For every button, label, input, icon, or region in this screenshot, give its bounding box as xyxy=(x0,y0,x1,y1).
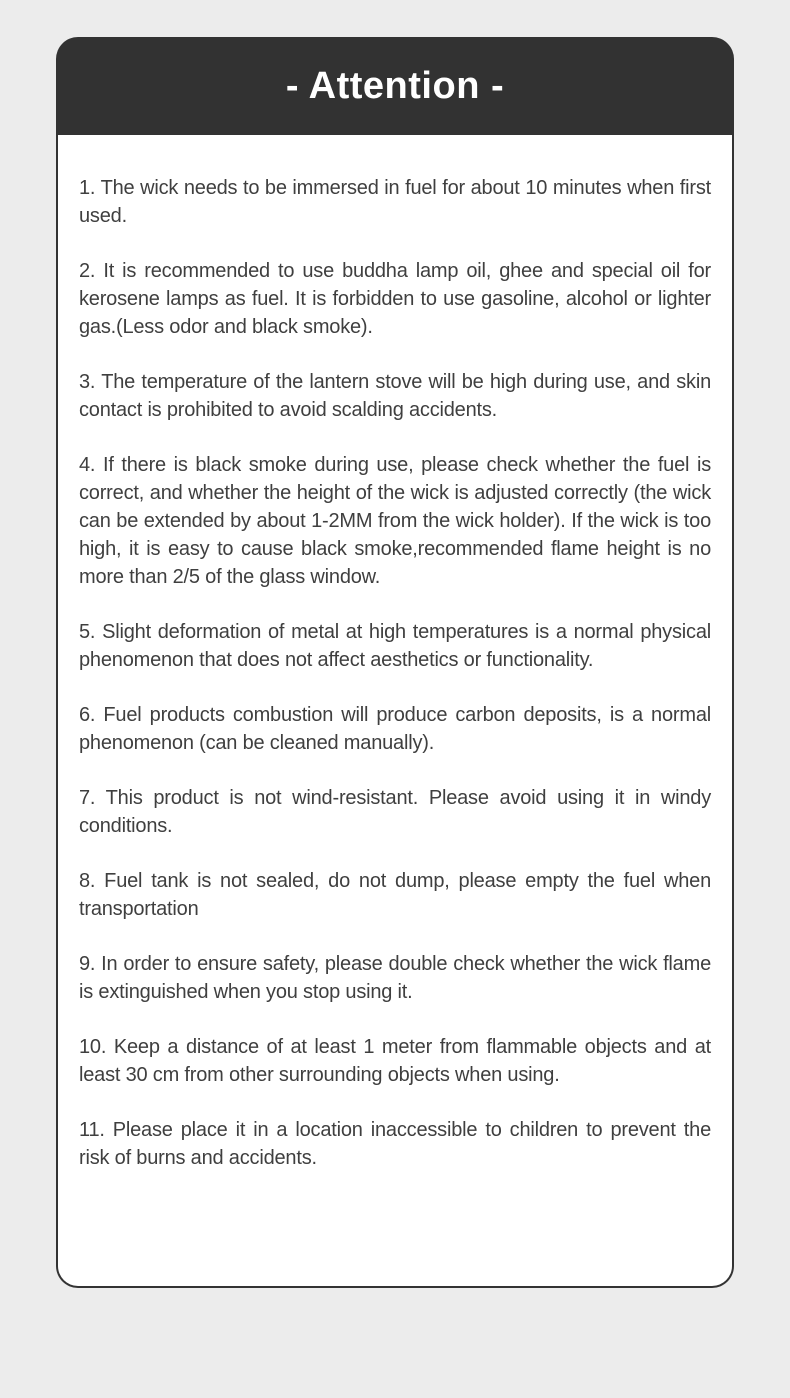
notice-item-4: 4. If there is black smoke during use, please check whether the fuel is correct, and whether the height of the wick is adjusted correctly (the wick can be extended by about 1-2MM from the wick holder). If the wick is too high, it is easy to cause black smoke,recommended flame height is no more than 2/5 of the glass window. xyxy=(79,454,711,588)
notice-item-5: 5. Slight deformation of metal at high temperatures is a normal physical phenomenon that does not affect aesthetics or functionality. xyxy=(79,621,711,671)
attention-header xyxy=(56,37,734,135)
notice-item-11: 11. Please place it in a location inaccessible to children to prevent the risk of burns and accidents. xyxy=(79,1119,711,1169)
notice-item-2: 2. It is recommended to use buddha lamp oil, ghee and special oil for kerosene lamps as fuel. It is forbidden to use gasoline, alcohol or lighter gas.(Less odor and black smoke). xyxy=(79,260,711,338)
notice-item-8: 8. Fuel tank is not sealed, do not dump, please empty the fuel when transportation xyxy=(79,870,711,920)
attention-body xyxy=(56,135,734,1288)
page-title: - Attention - xyxy=(285,64,505,107)
attention-card xyxy=(56,37,734,1288)
notice-item-3: 3. The temperature of the lantern stove will be high during use, and skin contact is prohibited to avoid scalding accidents. xyxy=(79,371,711,421)
notice-item-6: 6. Fuel products combustion will produce carbon deposits, is a normal phenomenon (can be cleaned manually). xyxy=(79,704,711,754)
notice-item-1: 1. The wick needs to be immersed in fuel for about 10 minutes when first used. xyxy=(79,177,711,227)
notice-item-7: 7. This product is not wind-resistant. Please avoid using it in windy conditions. xyxy=(79,787,711,837)
notice-item-10: 10. Keep a distance of at least 1 meter from flammable objects and at least 30 cm from other surrounding objects when using. xyxy=(79,1036,711,1086)
notice-item-9: 9. In order to ensure safety, please double check whether the wick flame is extinguished when you stop using it. xyxy=(79,953,711,1003)
